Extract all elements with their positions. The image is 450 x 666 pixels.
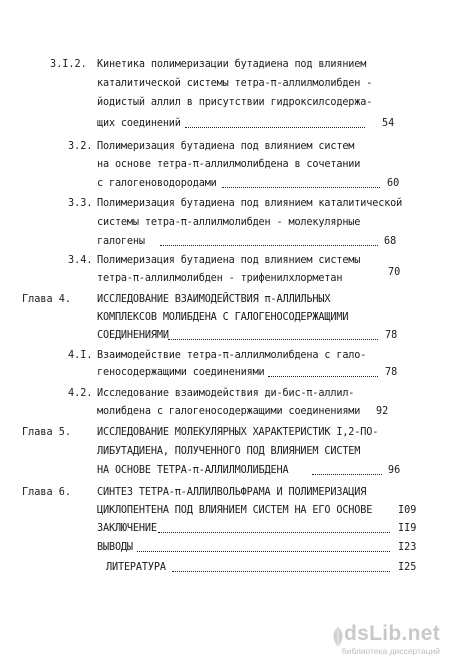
toc-page-number: 96 xyxy=(388,465,401,476)
watermark-logo: dsLib.net xyxy=(343,622,440,645)
toc-page-number: 78 xyxy=(385,367,398,378)
toc-leader-dots xyxy=(137,547,390,552)
toc-page-number: I25 xyxy=(398,562,417,573)
toc-page-number: I09 xyxy=(398,505,417,516)
toc-leader-dots xyxy=(222,183,380,188)
toc-entry-line: НА ОСНОВЕ ТЕТРА-π-АЛЛИЛМОЛИБДЕНА xyxy=(97,465,289,476)
toc-entry-line: СОЕДИНЕНИЯМИ xyxy=(97,330,169,341)
toc-entry-line: Кинетика полимеризации бутадиена под влиянием xyxy=(97,59,367,70)
toc-leader-dots xyxy=(185,123,365,128)
toc-entry-number: 4.2. xyxy=(68,388,93,399)
toc-leader-dots xyxy=(312,470,382,475)
toc-page-number: 54 xyxy=(382,118,395,129)
watermark xyxy=(341,622,440,656)
toc-entry-line: с галогеноводородами xyxy=(97,178,217,189)
toc-entry-line: Взаимодействие тетра-π-аллилмолибдена с гало- xyxy=(97,350,367,361)
toc-entry-number: 3.3. xyxy=(68,198,93,209)
toc-entry-number: Глава 5. xyxy=(22,427,72,438)
toc-entry-line: Полимеризация бутадиена под влиянием системы xyxy=(97,255,361,266)
toc-page-number: 60 xyxy=(387,178,400,189)
toc-leader-dots xyxy=(160,241,378,246)
watermark-subtitle: библиотека диссертаций xyxy=(341,646,440,656)
toc-page-number: II9 xyxy=(398,523,417,534)
toc-entry-line: геносодержащими соединениями xyxy=(97,367,265,378)
toc-entry-line: Полимеризация бутадиена под влиянием каталитической xyxy=(97,198,403,209)
toc-entry-line: ЛИТЕРАТУРА xyxy=(106,562,166,573)
toc-entry-line: на основе тетра-π-аллилмолибдена в сочетании xyxy=(97,159,361,170)
toc-entry-line: системы тетра-π-аллилмолибден - молекулярные xyxy=(97,217,361,228)
toc-entry-line: КОМПЛЕКСОВ МОЛИБДЕНА С ГАЛОГЕНОСОДЕРЖАЩИМИ xyxy=(97,312,349,323)
toc-entry-number: 3.2. xyxy=(68,141,93,152)
toc-page-number: 78 xyxy=(385,330,398,341)
toc-leader-dots xyxy=(168,335,378,340)
toc-page-number: I23 xyxy=(398,542,417,553)
toc-entry-number: Глава 6. xyxy=(22,487,72,498)
toc-entry-number: 3.I.2. xyxy=(50,59,87,70)
toc-entry-line: щих соединений xyxy=(97,118,181,129)
toc-entry-line: ВЫВОДЫ xyxy=(97,542,133,553)
toc-entry-line: молибдена с галогеносодержащими соединениями xyxy=(97,406,361,417)
toc-entry-number: 4.I. xyxy=(68,350,93,361)
toc-entry-line: ЗАКЛЮЧЕНИЕ xyxy=(97,523,157,534)
toc-page-number: 70 xyxy=(388,267,401,278)
toc-entry-line: каталитической системы тетра-π-аллилмолибден - xyxy=(97,78,373,89)
toc-entry-number: Глава 4. xyxy=(22,294,72,305)
toc-entry-line: Полимеризация бутадиена под влиянием систем xyxy=(97,141,355,152)
toc-entry-line: ЦИКЛОПЕНТЕНА ПОД ВЛИЯНИЕМ СИСТЕМ НА ЕГО ОСНОВЕ xyxy=(97,505,373,516)
toc-entry-number: 3.4. xyxy=(68,255,93,266)
toc-page-number: 92 xyxy=(376,406,389,417)
toc-entry-line: ЛИБУТАДИЕНА, ПОЛУЧЕННОГО ПОД ВЛИЯНИЕМ СИСТЕМ xyxy=(97,446,361,457)
toc-entry-line: Исследование взаимодействия ди-бис-π-аллил- xyxy=(97,388,355,399)
toc-entry-line: ИССЛЕДОВАНИЕ ВЗАИМОДЕЙСТВИЯ π-АЛЛИЛЬНЫХ xyxy=(97,294,331,305)
toc-leader-dots xyxy=(172,567,390,572)
toc-entry-line: ИССЛЕДОВАНИЕ МОЛЕКУЛЯРНЫХ ХАРАКТЕРИСТИК I,2-ПО- xyxy=(97,427,379,438)
toc-leader-dots xyxy=(268,372,378,377)
toc-entry-line: йодистый аллил в присутствии гидроксилсодержа- xyxy=(97,97,373,108)
toc-entry-line: СИНТЕЗ ТЕТРА-π-АЛЛИЛВОЛЬФРАМА И ПОЛИМЕРИЗАЦИЯ xyxy=(97,487,367,498)
toc-entry-line: тетра-π-аллилмолибден - трифенилхлорметан xyxy=(97,273,343,284)
toc-page-number: 68 xyxy=(384,236,397,247)
toc-leader-dots xyxy=(158,528,390,533)
toc-entry-line: галогены xyxy=(97,236,145,247)
